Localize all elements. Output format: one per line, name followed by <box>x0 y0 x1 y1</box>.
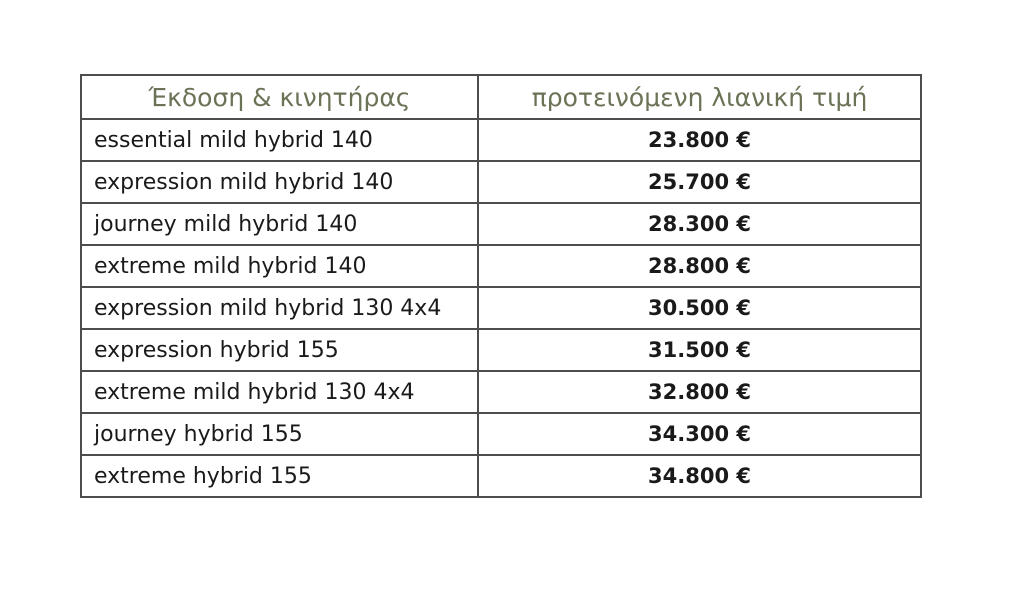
price-cell: 28.800 € <box>478 245 921 287</box>
table-header-row <box>81 75 921 119</box>
price-cell: 34.300 € <box>478 413 921 455</box>
table-row <box>81 245 921 287</box>
table-row <box>81 455 921 497</box>
version-cell: extreme mild hybrid 140 <box>81 245 478 287</box>
table-row <box>81 119 921 161</box>
version-cell: essential mild hybrid 140 <box>81 119 478 161</box>
version-cell: expression mild hybrid 130 4x4 <box>81 287 478 329</box>
price-cell: 28.300 € <box>478 203 921 245</box>
price-table <box>80 74 922 498</box>
version-cell: extreme hybrid 155 <box>81 455 478 497</box>
table-row <box>81 161 921 203</box>
table-row <box>81 287 921 329</box>
version-cell: extreme mild hybrid 130 4x4 <box>81 371 478 413</box>
price-cell: 30.500 € <box>478 287 921 329</box>
table-row <box>81 329 921 371</box>
price-cell: 23.800 € <box>478 119 921 161</box>
version-cell: expression hybrid 155 <box>81 329 478 371</box>
price-cell: 31.500 € <box>478 329 921 371</box>
price-cell: 34.800 € <box>478 455 921 497</box>
price-cell: 25.700 € <box>478 161 921 203</box>
version-cell: expression mild hybrid 140 <box>81 161 478 203</box>
table-row <box>81 413 921 455</box>
price-cell: 32.800 € <box>478 371 921 413</box>
version-cell: journey mild hybrid 140 <box>81 203 478 245</box>
table-row <box>81 371 921 413</box>
version-cell: journey hybrid 155 <box>81 413 478 455</box>
column-header-retail-price: προτεινόμενη λιανική τιμή <box>478 75 921 119</box>
table-row <box>81 203 921 245</box>
column-header-version-engine: Έκδοση & κινητήρας <box>81 75 478 119</box>
